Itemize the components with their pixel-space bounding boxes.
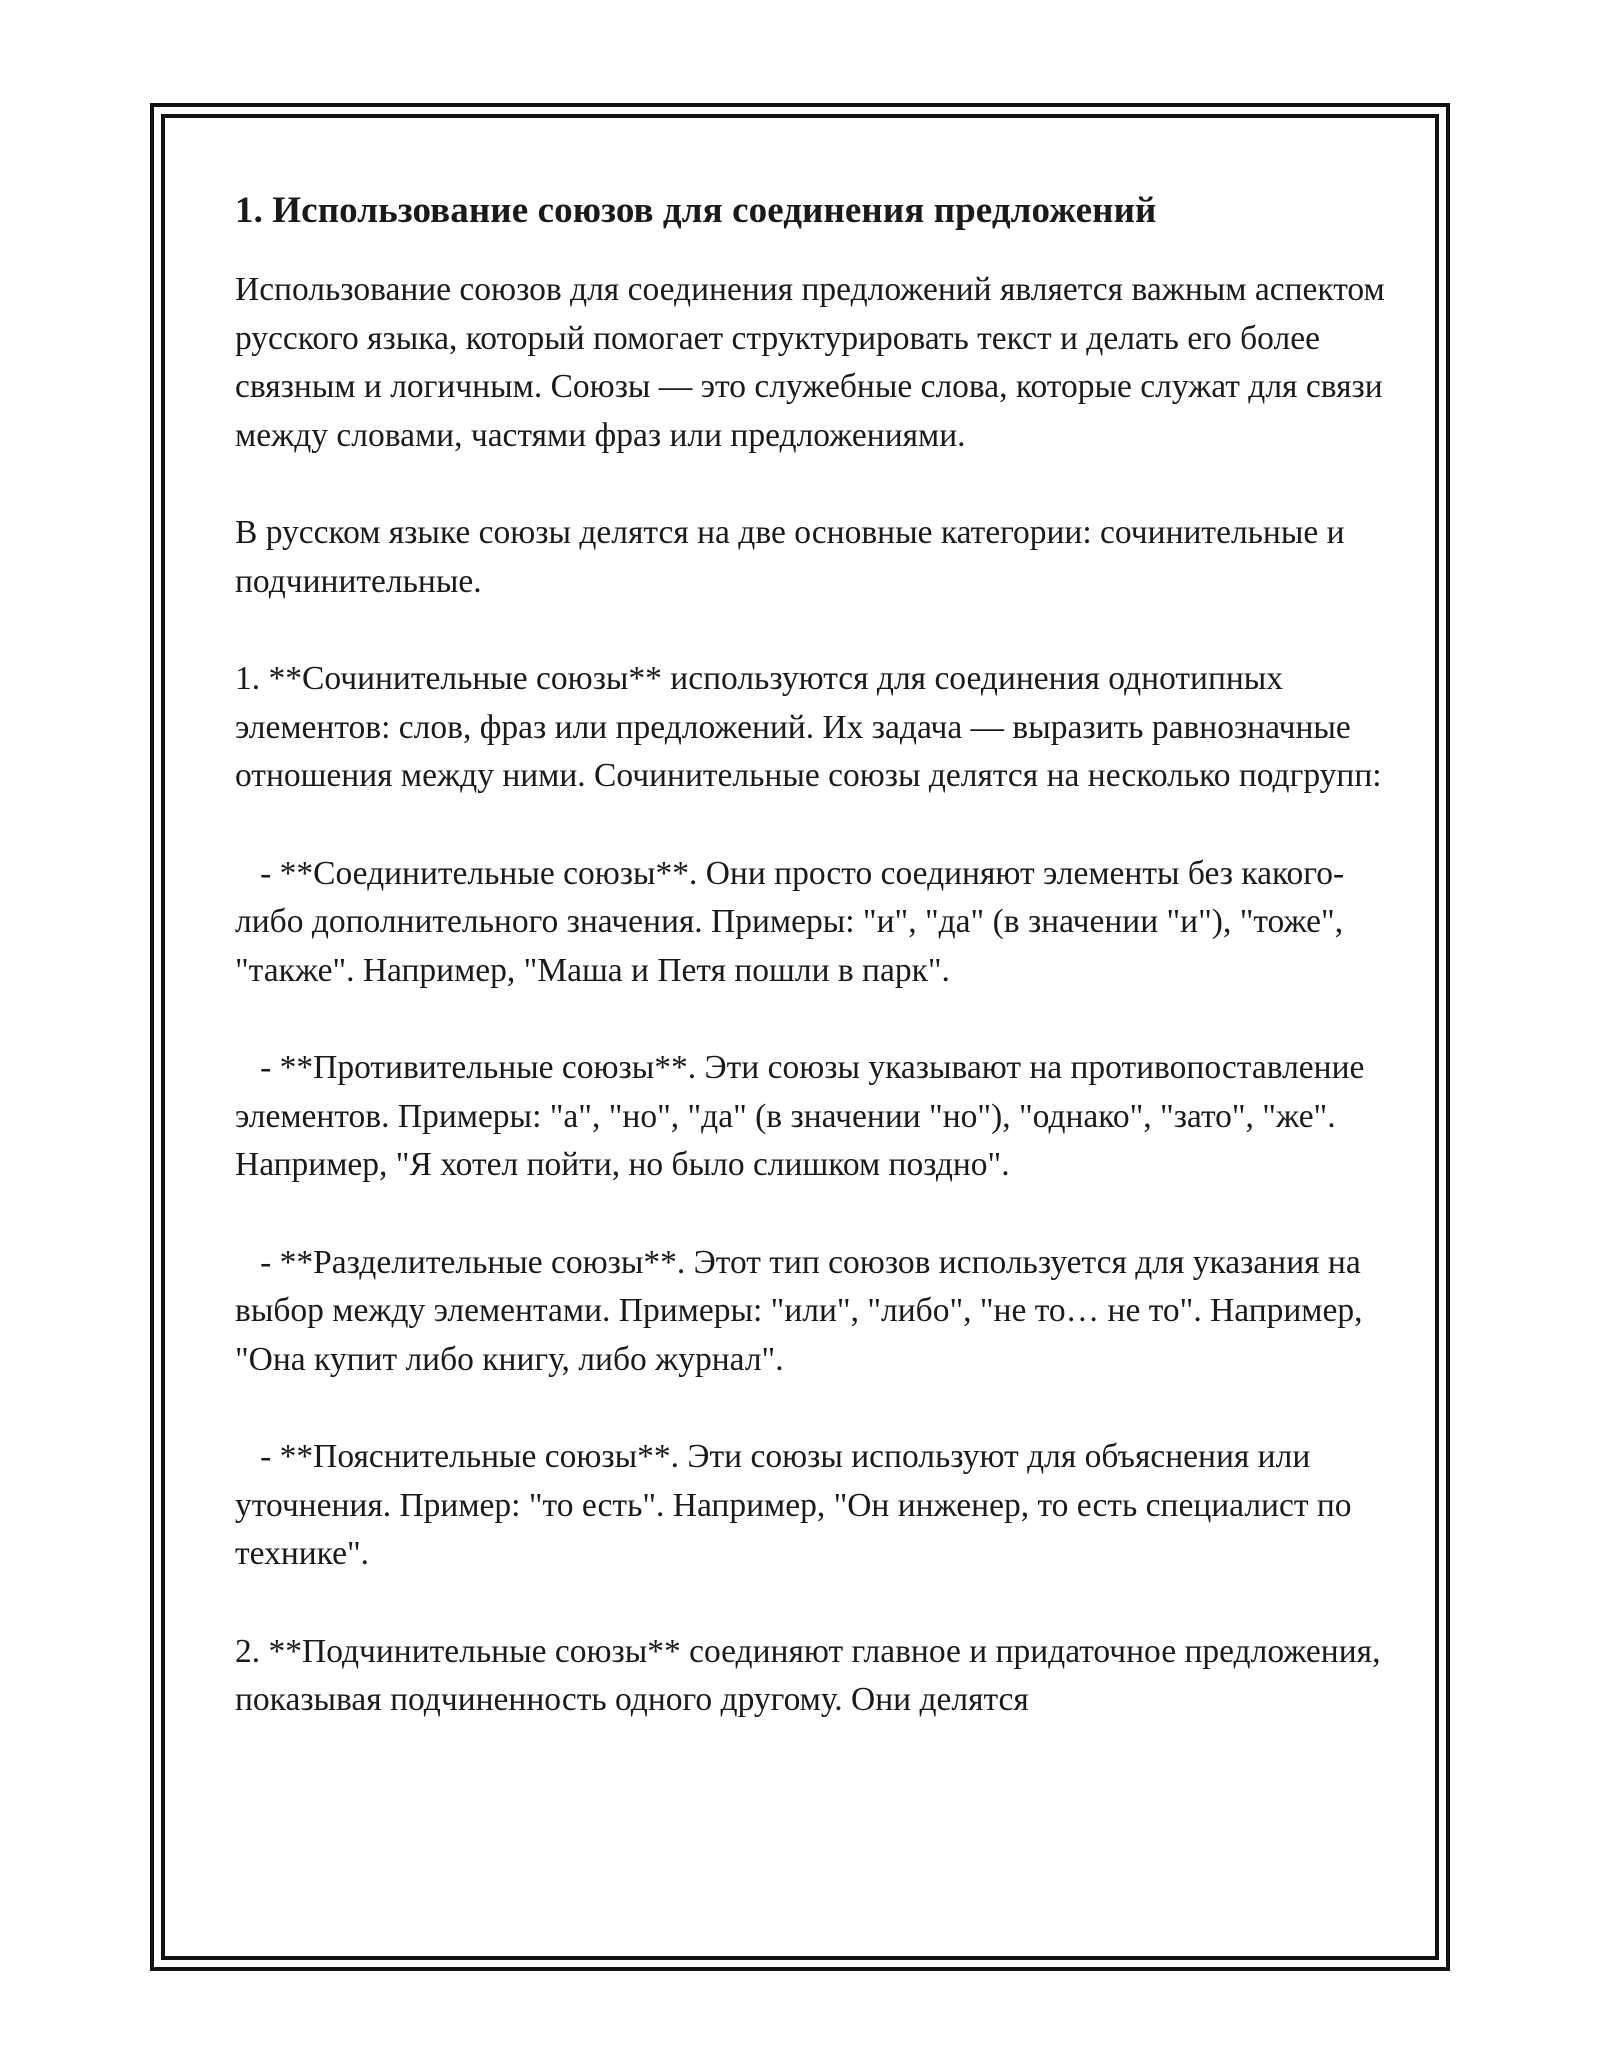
document-body	[235, 186, 1394, 1725]
paragraph-connective: - **Соединительные союзы**. Они просто соединяют элементы без какого-либо дополнительного значения. Примеры: "и", "да" (в значении "и"), "тоже", "также". Например, "Маша и Петя пошли в парк".	[235, 854, 1352, 989]
section-heading: 1. Использование союзов для соединения предложений	[235, 190, 1157, 231]
paragraph-disjunctive: - **Разделительные союзы**. Этот тип союзов используется для указания на выбор между элементами. Примеры: "или", "либо", "не то… не то". Например, "Она купит либо книгу, либо журнал".	[235, 1243, 1371, 1378]
paragraph-explanatory: - **Пояснительные союзы**. Эти союзы используют для объяснения или уточнения. Пример: "то есть". Например, "Он инженер, то есть специалист по технике".	[235, 1438, 1360, 1572]
paragraph-intro: Использование союзов для соединения предложений является важным аспектом русского языка, который помогает структурировать текст и делать его более связным и логичным. Союзы — это служебные слова, которые служат для связи между словами, частями фраз или предложениями.	[235, 271, 1394, 454]
paragraph-subordinating: 2. **Подчинительные союзы** соединяют главное и придаточное предложения, показывая подчиненность одного другому. Они делятся	[235, 1632, 1389, 1718]
paragraph-categories: В русском языке союзы делятся на две основные категории: сочинительные и подчинительные.	[235, 514, 1353, 600]
paragraph-adversative: - **Противительные союзы**. Эти союзы указывают на противопоставление элементов. Примеры: "а", "но", "да" (в значении "но"), "однако", "зато", "же". Например, "Я хотел пойти, но было слишком поздно".	[235, 1049, 1373, 1183]
paragraph-coordinating: 1. **Сочинительные союзы** используются для соединения однотипных элементов: слов, фраз или предложений. Их задача — выразить равнозначные отношения между ними. Сочинительные союзы делятся на несколько подгрупп:	[235, 660, 1382, 794]
